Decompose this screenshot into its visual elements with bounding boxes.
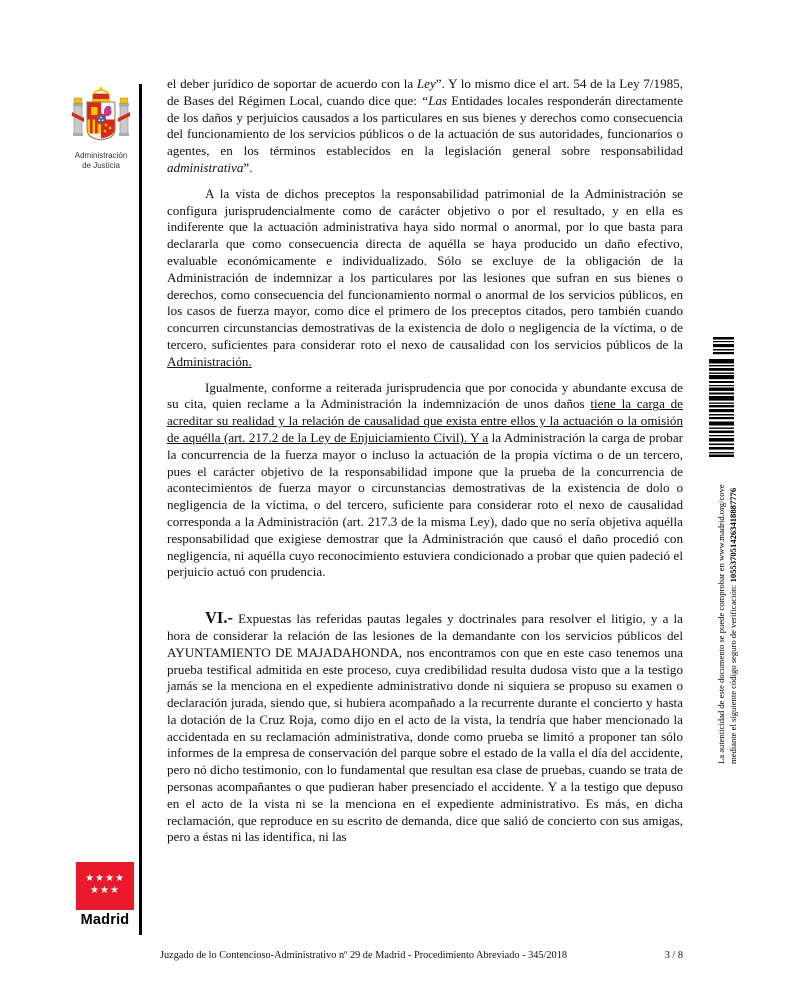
justice-caption-line1: Administración: [74, 151, 128, 160]
justice-crest-block: [64, 86, 138, 170]
footer-court-line: Juzgado de lo Contencioso-Administrativo nº 29 de Madrid - Procedimiento Abreviado - 345/2018: [160, 950, 567, 961]
verification-url: www.madrid.org/cove: [716, 484, 726, 561]
verification-line1-text: La autenticidad de este documento se puede comprobar en: [716, 560, 726, 764]
verification-line2: [727, 487, 740, 764]
verification-barcode: [709, 337, 736, 462]
paragraph: Igualmente, conforme a reiterada jurisprudencia que por conocida y abundante excusa de su cita, quien reclame a la Administración la indemnización de unos daños tiene la carga de acreditar su realidad y la relación de causalidad que exista entre ellos y la actuación o la omisión de aquélla (art. 217.2 de la Ley de Enjuiciamiento Civil). Y a la Administración la carga de probar la concurrencia de la fuerza mayor o incluso la actuación de la propia víctima o de un tercero, pues el carácter objetivo de la responsabilidad impone que la prueba de la concurrencia de acontecimientos de fuerza mayor o circunstancias demostrativas de la existencia de dolo o negligencia de la víctima, o del tercero, suficiente para considerar roto el nexo de causalidad corresponda a la Administración (art. 217.3 de la misma Ley), dado que no sería objetiva aquélla responsabilidad que exigiese demostrar que la Administración que causó el daño procedió con negligencia, ni aquélla cuyo reconocimiento estuviera condicionado a probar que quien padeció el perjuicio actuó con prudencia.: [167, 379, 683, 580]
madrid-stars-row1: ★★★★: [85, 873, 125, 884]
madrid-logo-block: [76, 862, 134, 928]
margin-divider-line: [139, 84, 142, 935]
verification-code: 1055370514263418887776: [727, 487, 738, 583]
verification-text: [716, 484, 739, 764]
page-footer: [160, 950, 683, 961]
madrid-stars-row2: ★★★: [90, 885, 120, 896]
paragraph: el deber jurídico de soportar de acuerdo con la Ley”. Y lo mismo dice el art. 54 de la Ley 7/1985, de Bases del Régimen Local, cuando dice que: “Las Entidades locales responderán directamente de los daños y perjuicios causados a los particulares en sus bienes y derechos como consecuencia del funcionamiento de los servicios públicos o de la actuación de sus autoridades, funcionarios o agentes, en los términos establecidos en la legislación general sobre responsabilidad administrativa”.: [167, 76, 684, 175]
justice-caption-line2: de Justicia: [82, 160, 120, 170]
spain-coat-of-arms-icon: [72, 86, 130, 148]
madrid-flag-icon: [76, 862, 134, 910]
footer-page-indicator: 3 / 8: [664, 950, 683, 961]
verification-line2-text: mediante el siguiente código seguro de verificación:: [727, 582, 738, 764]
madrid-label: Madrid: [80, 912, 130, 928]
paragraph: VI.- Expuestas las referidas pautas legales y doctrinales para resolver el litigio, y a la hora de considerar la relación de las lesiones de la demandante con los servicios públicos del AYUNTAMIENTO DE MAJADAHONDA, nos encontramos con que en este caso tenemos una prueba testifical admitida en este proceso, cuya credibilidad resulta dudosa visto que a la testigo jamás se la menciona en el expediente administrativo donde ni siquiera se propuso su examen o declaración jurada, siendo que, si hubiera acompañado a la recurrente durante el concierto y hasta la dotación de la Cruz Roja, como dijo en el acto de la vista, la tendría que haber mencionado la accidentada en su reclamación administrativa, donde como prueba se limitó a proponer tan sólo informes de la empresa de conservación del parque sobre el estado de la valla el día del accidente, pero nó dicho testimonio, con lo fundamental que resultan esa clase de pruebas, cuando se trata de personas acompañantes o que pudieran haber presenciado el accidente. Y a la testigo que depuso en el acto de la vista ni se la menciona en el expediente administrativo. Es más, en dicha reclamación, que reproduce en su escrito de demanda, dice que salió de concierto con sus amigas, pero a éstas ni las identifica, ni las: [167, 608, 683, 845]
paragraph: A la vista de dichos preceptos la responsabilidad patrimonial de la Administración se configura jurisprudencialmente como de carácter objetivo o por el resultado, y en ella es indiferente que la actuación administrativa haya sido normal o anormal, por lo que basta para declararla que como consecuencia directa de aquélla se haya producido un daño efectivo, evaluable económicamente e individualizado. Sólo se excluye de la obligación de la Administración de indemnizar a los particulares por las lesiones que sufran en sus bienes o derechos, como consecuencia del funcionamiento normal o anormal de los servicios públicos, en los casos de fuerza mayor, como dice el primero de los preceptos citados, pero también cuando concurren circunstancias demostrativas de la existencia de dolo o negligencia de la víctima, o de tercero, suficientes para considerar roto el nexo de causalidad con los servicios públicos de la Administración.: [167, 185, 683, 369]
verification-line1: [716, 484, 728, 764]
document-body: [167, 76, 683, 855]
verification-sidebar: [716, 484, 742, 766]
justice-caption: [64, 151, 138, 170]
barcode-icon: [709, 337, 736, 457]
